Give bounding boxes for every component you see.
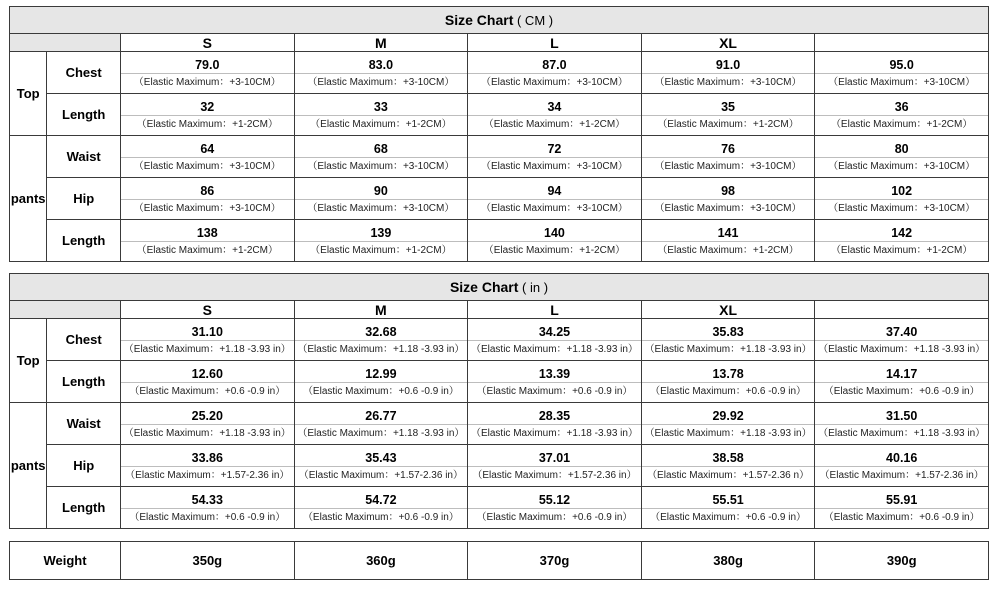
measurement-cell — [815, 220, 989, 262]
chart-title — [10, 274, 989, 301]
measurement-value: 64 — [200, 141, 215, 156]
measurement-value: 32.68 — [365, 324, 397, 339]
measurement-value: 31.50 — [886, 408, 918, 423]
measurement-label: Waist — [47, 403, 121, 445]
size-header-row — [10, 34, 989, 52]
elastic-note: （Elastic Maximum：+0.6 -0.9 in） — [295, 382, 468, 401]
elastic-note: （Elastic Maximum：+3-10CM） — [468, 73, 641, 92]
measurement-value: 90 — [373, 183, 388, 198]
elastic-note: （Elastic Maximum：+0.6 -0.9 in） — [295, 508, 468, 527]
measurement-cell — [815, 403, 989, 445]
measurement-value: 33.86 — [191, 450, 223, 465]
elastic-note: （Elastic Maximum：+0.6 -0.9 in） — [642, 508, 815, 527]
elastic-note: （Elastic Maximum：+1.18 -3.93 in） — [815, 424, 988, 443]
size-header: M — [294, 34, 468, 52]
measurement-cell — [294, 220, 468, 262]
elastic-note: （Elastic Maximum：+1-2CM） — [815, 115, 988, 134]
measurement-value: 32 — [200, 99, 215, 114]
measurement-cell — [815, 136, 989, 178]
measurement-value: 68 — [373, 141, 388, 156]
measurement-value: 55.91 — [886, 492, 918, 507]
measurement-cell — [815, 445, 989, 487]
size-header: XL — [641, 301, 815, 319]
measurement-cell — [121, 361, 295, 403]
elastic-note: （Elastic Maximum：+0.6 -0.9 in） — [468, 508, 641, 527]
measurement-cell — [121, 220, 295, 262]
weight-value-xl: 380g — [641, 542, 815, 580]
measurement-value: 35 — [721, 99, 735, 114]
weight-value-m: 360g — [294, 542, 468, 580]
measurement-label: Length — [47, 487, 121, 529]
header-blank-cell — [10, 301, 121, 319]
measurement-cell — [294, 178, 468, 220]
measurement-cell — [641, 220, 815, 262]
elastic-note: （Elastic Maximum：+1.57-2.36 in） — [468, 466, 641, 485]
elastic-note: （Elastic Maximum：+3-10CM） — [121, 199, 294, 218]
measurement-value: 83.0 — [368, 57, 394, 72]
elastic-note: （Elastic Maximum：+0.6 -0.9 in） — [815, 508, 988, 527]
chart-title-text: Size Chart — [449, 279, 519, 295]
measurement-cell — [815, 178, 989, 220]
measurement-cell — [121, 94, 295, 136]
elastic-note: （Elastic Maximum：+3-10CM） — [468, 157, 641, 176]
measurement-value: 12.60 — [191, 366, 223, 381]
size-header-row — [10, 301, 989, 319]
measurement-value: 87.0 — [542, 57, 567, 72]
size-chart-inch-table — [9, 273, 989, 529]
elastic-note: （Elastic Maximum：+3-10CM） — [815, 199, 988, 218]
measurement-value: 40.16 — [886, 450, 918, 465]
measurement-value: 25.20 — [191, 408, 223, 423]
measurement-cell — [294, 52, 468, 94]
elastic-note: （Elastic Maximum：+1.18 -3.93 in） — [468, 424, 641, 443]
chart-title-text: Size Chart — [444, 12, 514, 28]
size-header: S — [121, 301, 295, 319]
weight-row — [10, 542, 989, 580]
elastic-note: （Elastic Maximum：+3-10CM） — [815, 73, 988, 92]
elastic-note: （Elastic Maximum：+3-10CM） — [121, 157, 294, 176]
group-label: pants — [10, 136, 47, 262]
weight-label: Weight — [10, 542, 121, 580]
measurement-cell — [641, 319, 815, 361]
elastic-note: （Elastic Maximum：+0.6 -0.9 in） — [815, 382, 988, 401]
measurement-cell — [641, 403, 815, 445]
measurement-row — [10, 487, 989, 529]
elastic-note: （Elastic Maximum：+1.57-2.36 in） — [295, 466, 468, 485]
measurement-value: 35.83 — [712, 324, 744, 339]
measurement-value: 31.10 — [191, 324, 223, 339]
measurement-cell — [294, 445, 468, 487]
elastic-note: （Elastic Maximum：+1-2CM） — [642, 115, 815, 134]
measurement-value: 142 — [891, 225, 913, 240]
chart-title-row — [10, 274, 989, 301]
elastic-note: （Elastic Maximum：+3-10CM） — [642, 157, 815, 176]
elastic-note: （Elastic Maximum：+3-10CM） — [642, 199, 815, 218]
measurement-value: 139 — [370, 225, 392, 240]
measurement-value: 94 — [547, 183, 562, 198]
measurement-cell — [641, 487, 815, 529]
measurement-row — [10, 94, 989, 136]
measurement-cell — [641, 94, 815, 136]
measurement-label: Chest — [47, 52, 121, 94]
group-label: Top — [10, 319, 47, 403]
weight-table — [9, 541, 989, 580]
group-label: Top — [10, 52, 47, 136]
measurement-cell — [815, 94, 989, 136]
size-header — [815, 34, 989, 52]
elastic-note: （Elastic Maximum：+1.18 -3.93 in） — [121, 424, 294, 443]
measurement-cell — [294, 487, 468, 529]
elastic-note: （Elastic Maximum：+1-2CM） — [295, 241, 468, 260]
measurement-cell — [294, 361, 468, 403]
elastic-note: （Elastic Maximum：+1.18 -3.93 in） — [815, 340, 988, 359]
measurement-cell — [294, 319, 468, 361]
measurement-value: 29.92 — [712, 408, 744, 423]
elastic-note: （Elastic Maximum：+1-2CM） — [468, 241, 641, 260]
elastic-note: （Elastic Maximum：+0.6 -0.9 in） — [468, 382, 641, 401]
measurement-value: 55.51 — [712, 492, 744, 507]
measurement-cell — [641, 136, 815, 178]
measurement-cell — [294, 94, 468, 136]
elastic-note: （Elastic Maximum：+1.18 -3.93 in） — [121, 340, 294, 359]
measurement-cell — [468, 220, 642, 262]
weight-value-l: 370g — [468, 542, 642, 580]
measurement-value: 37.01 — [538, 450, 571, 465]
elastic-note: （Elastic Maximum：+1-2CM） — [121, 241, 294, 260]
elastic-note: （Elastic Maximum：+1-2CM） — [815, 241, 988, 260]
measurement-label: Length — [47, 220, 121, 262]
header-blank-cell — [10, 34, 121, 52]
measurement-value: 36 — [894, 99, 909, 114]
measurement-cell — [641, 52, 815, 94]
measurement-row — [10, 52, 989, 94]
measurement-value: 72 — [547, 141, 562, 156]
measurement-cell — [121, 319, 295, 361]
measurement-row — [10, 319, 989, 361]
size-header: XL — [641, 34, 815, 52]
elastic-note: （Elastic Maximum：+1-2CM） — [295, 115, 468, 134]
measurement-label: Length — [47, 94, 121, 136]
chart-title-unit: ( CM ) — [513, 13, 554, 28]
weight-value-5: 390g — [815, 542, 989, 580]
elastic-note: （Elastic Maximum：+3-10CM） — [121, 73, 294, 92]
measurement-value: 138 — [196, 225, 218, 240]
measurement-row — [10, 178, 989, 220]
measurement-cell — [468, 52, 642, 94]
elastic-note: （Elastic Maximum：+1.57-2.36 in） — [121, 466, 294, 485]
measurement-value: 98 — [721, 183, 735, 198]
measurement-value: 12.99 — [365, 366, 397, 381]
measurement-value: 54.33 — [191, 492, 223, 507]
measurement-cell — [468, 487, 642, 529]
weight-value-s: 350g — [121, 542, 295, 580]
elastic-note: （Elastic Maximum：+3-10CM） — [295, 157, 468, 176]
elastic-note: （Elastic Maximum：+1.18 -3.93 in） — [295, 424, 468, 443]
measurement-value: 13.78 — [712, 366, 744, 381]
measurement-row — [10, 361, 989, 403]
measurement-value: 38.58 — [712, 450, 744, 465]
measurement-value: 80 — [894, 141, 909, 156]
measurement-value: 13.39 — [538, 366, 571, 381]
size-chart-cm-table — [9, 6, 989, 262]
measurement-cell — [815, 487, 989, 529]
measurement-cell — [468, 319, 642, 361]
measurement-cell — [121, 178, 295, 220]
group-label: pants — [10, 403, 47, 529]
measurement-label: Hip — [47, 445, 121, 487]
measurement-cell — [121, 52, 295, 94]
size-header: L — [468, 301, 642, 319]
measurement-cell — [294, 136, 468, 178]
size-header: M — [294, 301, 468, 319]
chart-title-row — [10, 7, 989, 34]
measurement-value: 28.35 — [538, 408, 571, 423]
measurement-cell — [815, 52, 989, 94]
measurement-label: Chest — [47, 319, 121, 361]
measurement-cell — [468, 445, 642, 487]
measurement-label: Waist — [47, 136, 121, 178]
elastic-note: （Elastic Maximum：+3-10CM） — [642, 73, 815, 92]
measurement-row — [10, 403, 989, 445]
measurement-value: 140 — [544, 225, 565, 240]
measurement-value: 33 — [373, 99, 388, 114]
measurement-cell — [468, 178, 642, 220]
elastic-note: （Elastic Maximum：+0.6 -0.9 in） — [642, 382, 815, 401]
measurement-value: 34.25 — [538, 324, 571, 339]
elastic-note: （Elastic Maximum：+3-10CM） — [815, 157, 988, 176]
chart-title-unit: ( in ) — [518, 280, 549, 295]
measurement-value: 86 — [200, 183, 215, 198]
measurement-cell — [121, 403, 295, 445]
measurement-label: Hip — [47, 178, 121, 220]
size-header — [815, 301, 989, 319]
chart-title — [10, 7, 989, 34]
measurement-value: 141 — [717, 225, 739, 240]
measurement-value: 55.12 — [538, 492, 571, 507]
measurement-row — [10, 445, 989, 487]
measurement-cell — [294, 403, 468, 445]
elastic-note: （Elastic Maximum：+1.18 -3.93 in） — [642, 424, 815, 443]
measurement-label: Length — [47, 361, 121, 403]
measurement-cell — [468, 94, 642, 136]
size-header: S — [121, 34, 295, 52]
measurement-value: 54.72 — [365, 492, 397, 507]
elastic-note: （Elastic Maximum：+1-2CM） — [468, 115, 641, 134]
measurement-cell — [641, 178, 815, 220]
elastic-note: （Elastic Maximum：+3-10CM） — [295, 199, 468, 218]
measurement-cell — [121, 136, 295, 178]
measurement-value: 79.0 — [195, 57, 220, 72]
measurement-value: 35.43 — [365, 450, 397, 465]
measurement-cell — [121, 487, 295, 529]
measurement-value: 26.77 — [365, 408, 397, 423]
measurement-value: 34 — [547, 99, 562, 114]
measurement-cell — [815, 319, 989, 361]
elastic-note: （Elastic Maximum：+3-10CM） — [468, 199, 641, 218]
measurement-cell — [468, 136, 642, 178]
elastic-note: （Elastic Maximum：+0.6 -0.9 in） — [121, 508, 294, 527]
elastic-note: （Elastic Maximum：+1.57-2.36 n） — [642, 466, 815, 485]
measurement-value: 91.0 — [715, 57, 741, 72]
elastic-note: （Elastic Maximum：+1.18 -3.93 in） — [642, 340, 815, 359]
measurement-cell — [641, 361, 815, 403]
measurement-row — [10, 136, 989, 178]
elastic-note: （Elastic Maximum：+1.57-2.36 in） — [815, 466, 988, 485]
elastic-note: （Elastic Maximum：+0.6 -0.9 in） — [121, 382, 294, 401]
measurement-value: 37.40 — [886, 324, 918, 339]
elastic-note: （Elastic Maximum：+1-2CM） — [121, 115, 294, 134]
elastic-note: （Elastic Maximum：+3-10CM） — [295, 73, 468, 92]
measurement-cell — [121, 445, 295, 487]
measurement-value: 76 — [721, 141, 735, 156]
measurement-value: 95.0 — [889, 57, 914, 72]
measurement-row — [10, 220, 989, 262]
measurement-cell — [468, 361, 642, 403]
measurement-value: 102 — [891, 183, 913, 198]
measurement-cell — [641, 445, 815, 487]
elastic-note: （Elastic Maximum：+1.18 -3.93 in） — [468, 340, 641, 359]
elastic-note: （Elastic Maximum：+1-2CM） — [642, 241, 815, 260]
measurement-cell — [468, 403, 642, 445]
measurement-value: 14.17 — [886, 366, 918, 381]
measurement-cell — [815, 361, 989, 403]
elastic-note: （Elastic Maximum：+1.18 -3.93 in） — [295, 340, 468, 359]
size-header: L — [468, 34, 642, 52]
